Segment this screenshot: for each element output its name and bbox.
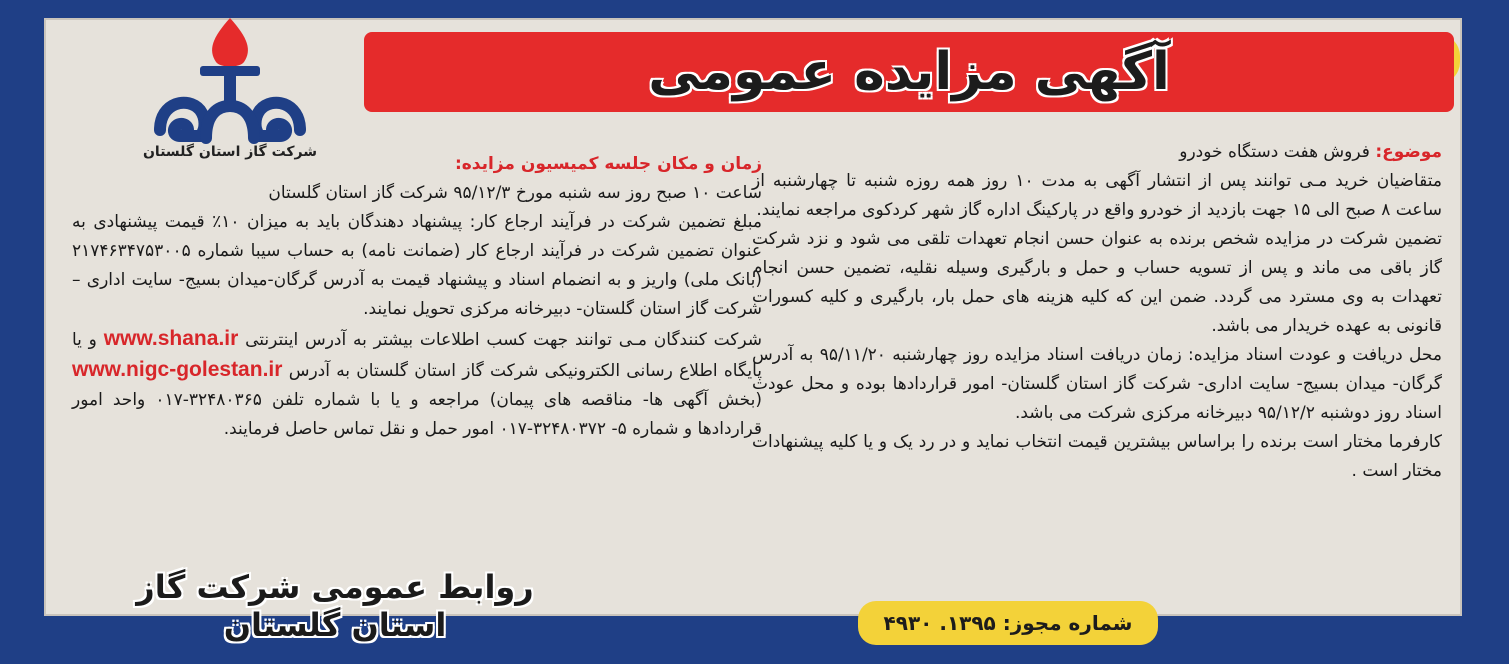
deposit-paragraph: مبلغ تضمین شرکت در فرآیند ارجاع کار: پیشنهاد دهندگان باید به میزان ۱۰٪ قیمت پیشنهادی به عنوان تضمین شرکت در فرآیند ارجاع کار (ضمانت نامه) به حساب سیبا شماره ۲۱۷۴۶۳۴۷۵۳۰۰۵ (بانک ملی) واریز و به انضمام اسناد و پیشنهاد قیمت به آدرس گرگان-میدان بسیج- سایت اداری – شرکت گاز استان گلستان- دبیرخانه مرکزی تحویل نمایند. — [72, 212, 762, 319]
contact-text-a: شرکت کنندگان مـی توانند جهت کسب اطلاعات بیشتر به آدرس اینترنتی — [245, 330, 762, 350]
permit-number-badge: شماره مجوز: ۱۳۹۵. ۴۹۳۰ — [858, 601, 1158, 645]
contact-paragraph — [72, 324, 762, 444]
subject-line — [752, 138, 1442, 167]
subject-label: موضوع: — [1375, 142, 1442, 162]
subject-text: فروش هفت دستگاه خودرو — [1179, 142, 1370, 162]
logo-caption: شرکت گاز استان گلستان — [142, 144, 318, 160]
flame-icon — [212, 18, 248, 67]
employer-paragraph: کارفرما مختار است برنده را براساس بیشترین قیمت انتخاب نماید و در رد یک و یا کلیه پیشنهادات مختار است . — [752, 432, 1442, 481]
nigc-golestan-link[interactable]: www.nigc-golestan.ir — [72, 358, 283, 381]
documents-paragraph: محل دریافت و عودت اسناد مزایده: زمان دریافت اسناد مزایده روز چهارشنبه ۹۵/۱۱/۲۰ به آدرس گرگان- میدان بسیج- سایت اداری- شرکت گاز استان گلستان- امور قراردادها بوده و محل عودت اسناد روز دوشنبه ۹۵/۱۲/۲ دبیرخانه مرکزی شرکت می باشد. — [752, 345, 1442, 423]
public-relations-slogan: روابط عمومی شرکت گاز استان گلستان — [136, 568, 534, 644]
page-title: آگهی مزایده عمومی — [648, 42, 1170, 102]
guarantee-paragraph: تضمین شرکت در مزایده شخص برنده به عنوان حسن انجام تعهدات تلقی می شود و نزد شرکت گاز باقی می ماند و پس از تسویه حساب و حمل و بارگیری وسیله نقلیه، تضمین حسن انجام تعهدات به وی مسترد می گردد. ضمن این که کلیه هزینه های حمل بار، بارگیری و کلیه کسورات قانونی به عهده خریدار می باشد. — [752, 229, 1442, 336]
right-column — [752, 138, 1442, 486]
contact-text-c: (بخش آگهی ها- مناقصه های پیمان) مراجعه و یا با شماره تلفن ۳۲۴۸۰۳۶۵-۰۱۷ واحد امور قراردادها و شماره ۵- ۳۲۴۸۰۳۷۲-۰۱۷ امور حمل و نقل تماس حاصل فرمایند. — [72, 390, 763, 439]
session-heading: زمان و مکان جلسه کمیسیون مزایده: — [454, 154, 762, 174]
contact-text-b: و یا پایگاه اطلاع رسانی الکترونیکی شرکت گاز استان گلستان به آدرس — [72, 330, 762, 381]
left-column — [72, 150, 762, 444]
title-banner — [364, 32, 1454, 112]
session-time: ساعت ۱۰ صبح روز سه شنبه مورخ ۹۵/۱۲/۳ شرکت گاز استان گلستان — [268, 183, 762, 203]
shana-link[interactable]: www.shana.ir — [103, 327, 239, 350]
visit-paragraph: متقاضیان خرید مـی توانند پس از انتشار آگهی به مدت ۱۰ روز همه روزه شنبه تا چهارشنبه از ساعت ۸ صبح الی ۱۵ جهت بازدید از خودرو واقع در پارکینگ اداره گاز شهر کردکوی مراجعه نمایند. — [752, 171, 1442, 220]
